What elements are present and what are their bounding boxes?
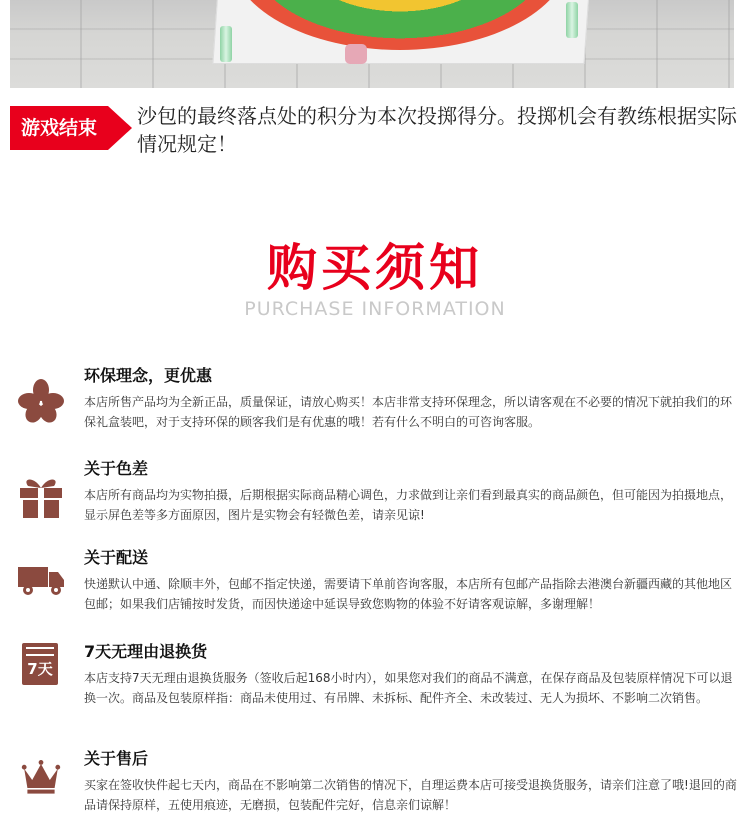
item-body: 本店所有商品均为实物拍摄，后期根据实际商品精心调色，力求做到让亲们看到最真实的商品颜色，但可能因为拍摄地点，显示屏色差等多方面原因，图片是实物会有轻微色差，请亲见谅! [84,488,733,522]
water-bottle [566,2,578,38]
water-bottle [220,26,232,62]
item-title: 关于色差 [84,459,149,478]
item-body: 本店所售产品均为全新正品，质量保证，请放心购买！本店非常支持环保理念，所以请客观在不必要的情况下就拍我们的环保礼盒装吧，对于支持环保的顾客我们是有优惠的哦！若有什么不明白的可咨询客服。 [84,395,733,429]
clover-icon [16,377,66,427]
arrow-icon [108,106,132,150]
gift-icon [16,472,66,522]
section-title: 购买须知 [267,239,483,297]
seven-days-label: 7天 [27,660,53,678]
seven-days-icon [22,643,58,685]
item-body: 买家在签收快件起七天内，商品在不影响第二次销售的情况下，自理运费本店可接受退换货服务，请亲们注意了哦!退回的商品请保持原样，五使用痕迹，无磨损，包装配件完好，信息亲们谅解！ [84,778,737,812]
item-title: 7天无理由退换货 [84,642,208,661]
item-title: 关于售后 [84,749,149,768]
section-subtitle: PURCHASE INFORMATION [244,298,506,320]
item-title: 关于配送 [84,548,149,567]
end-tag-label: 游戏结束 [10,106,108,150]
item-body: 本店支持7天无理由退换货服务（签收后起168小时内），如果您对我们的商品不满意，在保存商品及包装原样情况下可以退换一次。商品及包装原样指：商品未使用过、有吊牌、未拆标、配件齐全、未改装过、无人为损坏、不影响二次销售。 [84,671,733,705]
item-body: 快递默认中通、除顺丰外，包邮不指定快递，需要请下单前咨询客服，本店所有包邮产品指除去港澳台新疆西藏的其他地区包邮；如果我们店铺按时发货，而因快递途中延误导致您购物的体验不好请客观谅解，多谢理解！ [84,577,733,611]
truck-icon [16,555,66,605]
crown-icon [20,756,62,796]
item-title: 环保理念，更优惠 [84,366,213,385]
sandbag [345,44,367,64]
product-photo [10,0,734,88]
end-description: 沙包的最终落点处的积分为本次投掷得分。投掷机会有教练根据实际情况规定！ [137,104,737,156]
end-tag [10,106,132,150]
